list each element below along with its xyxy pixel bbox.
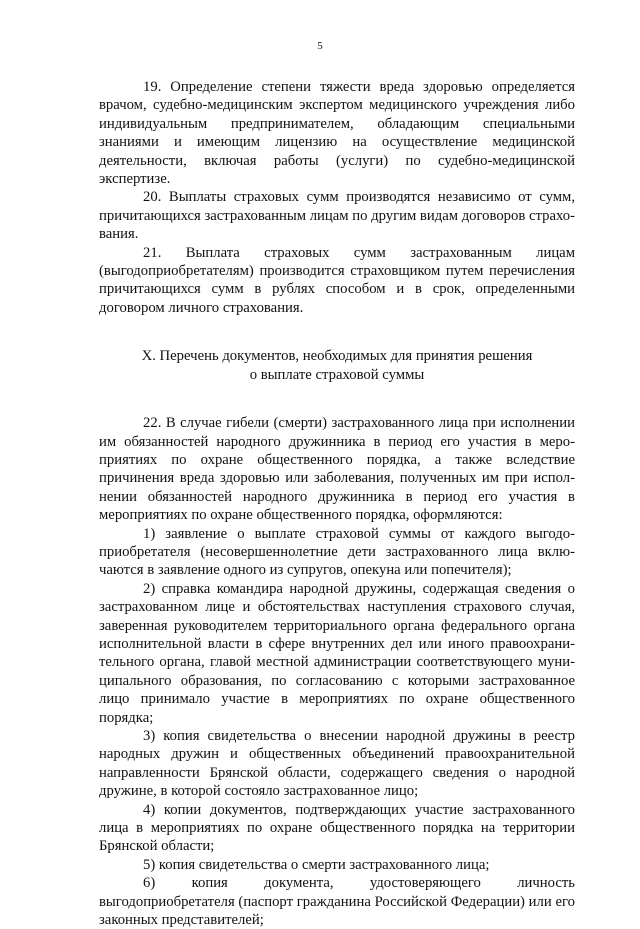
list-item-6: 6) копия документа, удостоверяющего личность выгодоприобретателя (паспорт гражданина Российской Федерации) или его законных представителей; (99, 875, 575, 929)
section-heading (99, 347, 575, 384)
paragraph-20: 20. Выплаты страховых сумм производятся независимо от сумм, причитающихся застрахованным лицам по другим видам договоров страхования. (99, 189, 575, 243)
paragraph-21: 21. Выплата страховых сумм застрахованным лицам (выгодоприобретателям) производится страховщиком путем перечисления причитающихся сумм в рублях способом и в срок, определенными договором личного страхования. (99, 244, 575, 316)
list-item-5: 5) копия свидетельства о смерти застрахованного лица; (143, 856, 490, 873)
page-number: 5 (317, 40, 323, 52)
section-heading-line-2: о выплате страховой суммы (249, 366, 425, 383)
list-item-2: 2) справка командира народной дружины, содержащая сведения о застрахованном лице и обстоятельствах наступления страхового случая, заверенная руководителем территориального органа федерального органа исполнительной власти в сфере внутренних дел или иного правоохранительного органа, главой местной администрации соответствующего муниципального образования, по согласованию с которыми застрахованное лицо принимало участие в мероприятиях по охране общественного порядка; (99, 580, 575, 726)
list-item-1: 1) заявление о выплате страховой суммы от каждого выгодоприобретателя (несовершеннолетние дети застрахованного лица включаются в заявление одного из супругов, опекуна или попечителя); (99, 525, 575, 579)
section-heading-line-1: X. Перечень документов, необходимых для принятия решения (141, 348, 533, 365)
paragraph-19: 19. Определение степени тяжести вреда здоровью определяется врачом, судебно-медицинским экспертом медицинского учреждения либо индивидуальным предпринимателем, обладающим специальными знаниями и имеющим лицензию на осуществление медицинской деятельности, включая работы (услуги) по судебно-медицинской экспертизе. (99, 79, 575, 188)
paragraph-22: 22. В случае гибели (смерти) застрахованного лица при исполнении им обязанностей народного дружинника в период его участия в мероприятиях по охране общественного порядка, а также вследствие причинения вреда здоровью или заболевания, полученных им при исполнении обязанностей народного дружинника в период его участия в мероприятиях по охране общественного порядка, оформляются: (99, 415, 575, 524)
list-item-3: 3) копия свидетельства о внесении народной дружины в реестр народных дружин и общественных объединений правоохранительной направленности Брянской области, содержащего сведения о народной дружине, в которой состояло застрахованное лицо; (99, 728, 575, 800)
document-body (99, 78, 575, 929)
list-item-4: 4) копии документов, подтверждающих участие застрахованного лица в мероприятиях по охране общественного порядка на территории Брянской области; (99, 801, 575, 855)
